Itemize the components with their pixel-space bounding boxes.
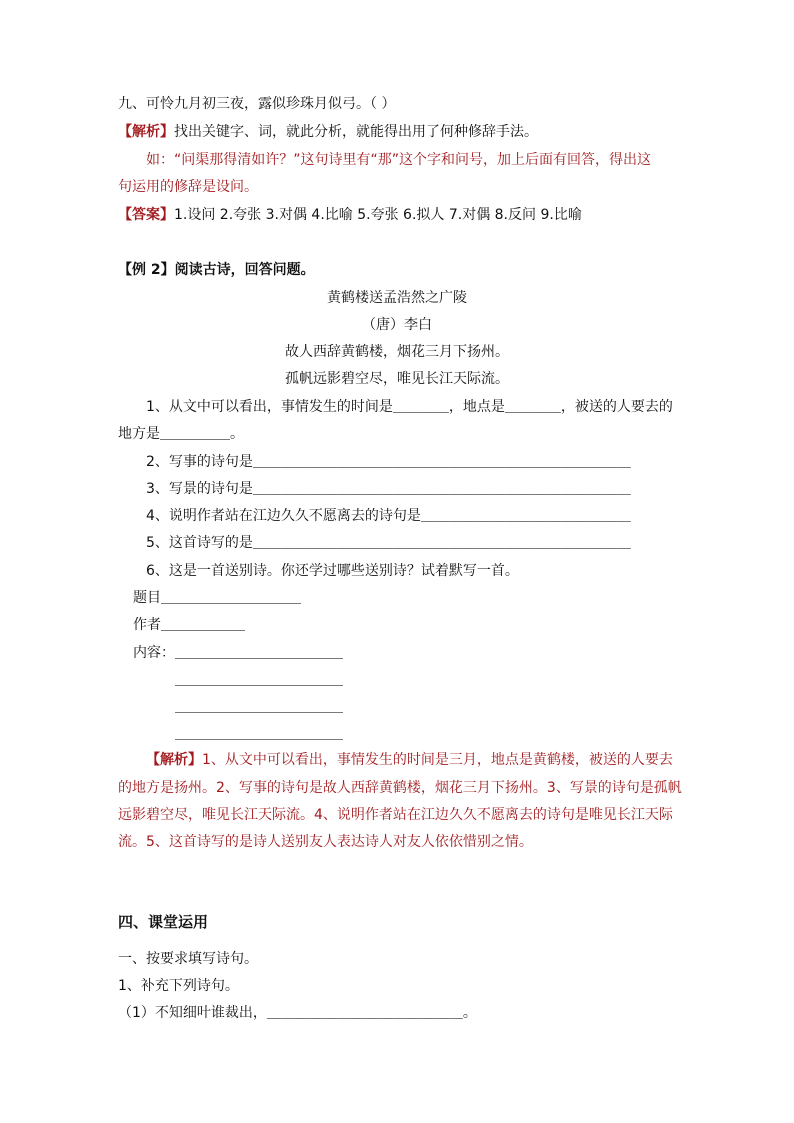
- poem-title: 黄鹤楼送孟浩然之广陵: [327, 290, 467, 306]
- section-4-item-1: （1）不知细叶谁裁出，＿＿＿＿＿＿＿＿＿＿＿＿＿＿。: [118, 1005, 477, 1021]
- example-2-heading: 【例 2】阅读古诗，回答问题。: [118, 262, 315, 278]
- question-9: 九、可怜九月初三夜，露似珍珠月似弓。（ ）: [118, 96, 396, 112]
- poem-author: （唐）李白: [362, 317, 432, 333]
- question-6: 6、这是一首送别诗。你还学过哪些送别诗？试着默写一首。: [146, 563, 519, 579]
- poem-line-2: 孤帆远影碧空尽，唯见长江天际流。: [285, 371, 509, 387]
- question-5: 5、这首诗写的是＿＿＿＿＿＿＿＿＿＿＿＿＿＿＿＿＿＿＿＿＿＿＿＿＿＿＿: [146, 535, 631, 551]
- question-4: 4、说明作者站在江边久久不愿离去的诗句是＿＿＿＿＿＿＿＿＿＿＿＿＿＿＿: [146, 508, 631, 524]
- analysis-text: 1、从文中可以看出，事情发生的时间是三月，地点是黄鹤楼，被送的人要去: [202, 752, 673, 768]
- title-field: 题目＿＿＿＿＿＿＿＿＿＿: [133, 590, 301, 606]
- example-2-analysis-line-3: 远影碧空尽，唯见长江天际流。4、说明作者站在江边久久不愿离去的诗句是唯见长江天际: [118, 807, 673, 823]
- content-blank-line: ＿＿＿＿＿＿＿＿＿＿＿＿: [175, 726, 343, 742]
- analysis-paragraph: [118, 122, 538, 142]
- section-4-sub-2: 1、补充下列诗句。: [118, 978, 239, 994]
- section-4-heading: 四、课堂运用: [118, 913, 209, 931]
- example-2-analysis-line-1: [146, 750, 673, 770]
- content-field: 内容：＿＿＿＿＿＿＿＿＿＿＿＿: [133, 645, 343, 661]
- section-4-sub-1: 一、按要求填写诗句。: [118, 951, 258, 967]
- example-line-2: 句运用的修辞是设问。: [118, 179, 258, 195]
- question-1-line-2: 地方是＿＿＿＿＿。: [118, 426, 244, 442]
- answer-tag: 【答案】: [118, 207, 174, 223]
- author-field: 作者＿＿＿＿＿＿: [133, 617, 245, 633]
- example-2-analysis-line-2: 的地方是扬州。2、写事的诗句是故人西辞黄鹤楼，烟花三月下扬州。3、写景的诗句是孤帆: [118, 780, 682, 796]
- content-blank-line: ＿＿＿＿＿＿＿＿＿＿＿＿: [175, 699, 343, 715]
- poem-line-1: 故人西辞黄鹤楼，烟花三月下扬州。: [285, 344, 509, 360]
- example-2-analysis-line-4: 流。5、这首诗写的是诗人送别友人表达诗人对友人依依惜别之情。: [118, 834, 533, 850]
- analysis-tag: 【解析】: [146, 752, 202, 768]
- question-3: 3、写景的诗句是＿＿＿＿＿＿＿＿＿＿＿＿＿＿＿＿＿＿＿＿＿＿＿＿＿＿＿: [146, 481, 631, 497]
- example-line-1: 如：“问渠那得清如许？”这句诗里有“那”这个字和问号，加上后面有回答，得出这: [146, 152, 652, 168]
- analysis-tag: 【解析】: [118, 124, 174, 140]
- content-blank-line: ＿＿＿＿＿＿＿＿＿＿＿＿: [175, 672, 343, 688]
- question-2: 2、写事的诗句是＿＿＿＿＿＿＿＿＿＿＿＿＿＿＿＿＿＿＿＿＿＿＿＿＿＿＿: [146, 454, 631, 470]
- answer-text: 1.设问 2.夸张 3.对偶 4.比喻 5.夸张 6.拟人 7.对偶 8.反问 9.比喻: [174, 207, 582, 223]
- answer-paragraph: [118, 205, 582, 225]
- analysis-text: 找出关键字、词，就此分析，就能得出用了何种修辞手法。: [174, 124, 538, 140]
- question-1-line-1: 1、从文中可以看出，事情发生的时间是＿＿＿＿，地点是＿＿＿＿，被送的人要去的: [146, 399, 673, 415]
